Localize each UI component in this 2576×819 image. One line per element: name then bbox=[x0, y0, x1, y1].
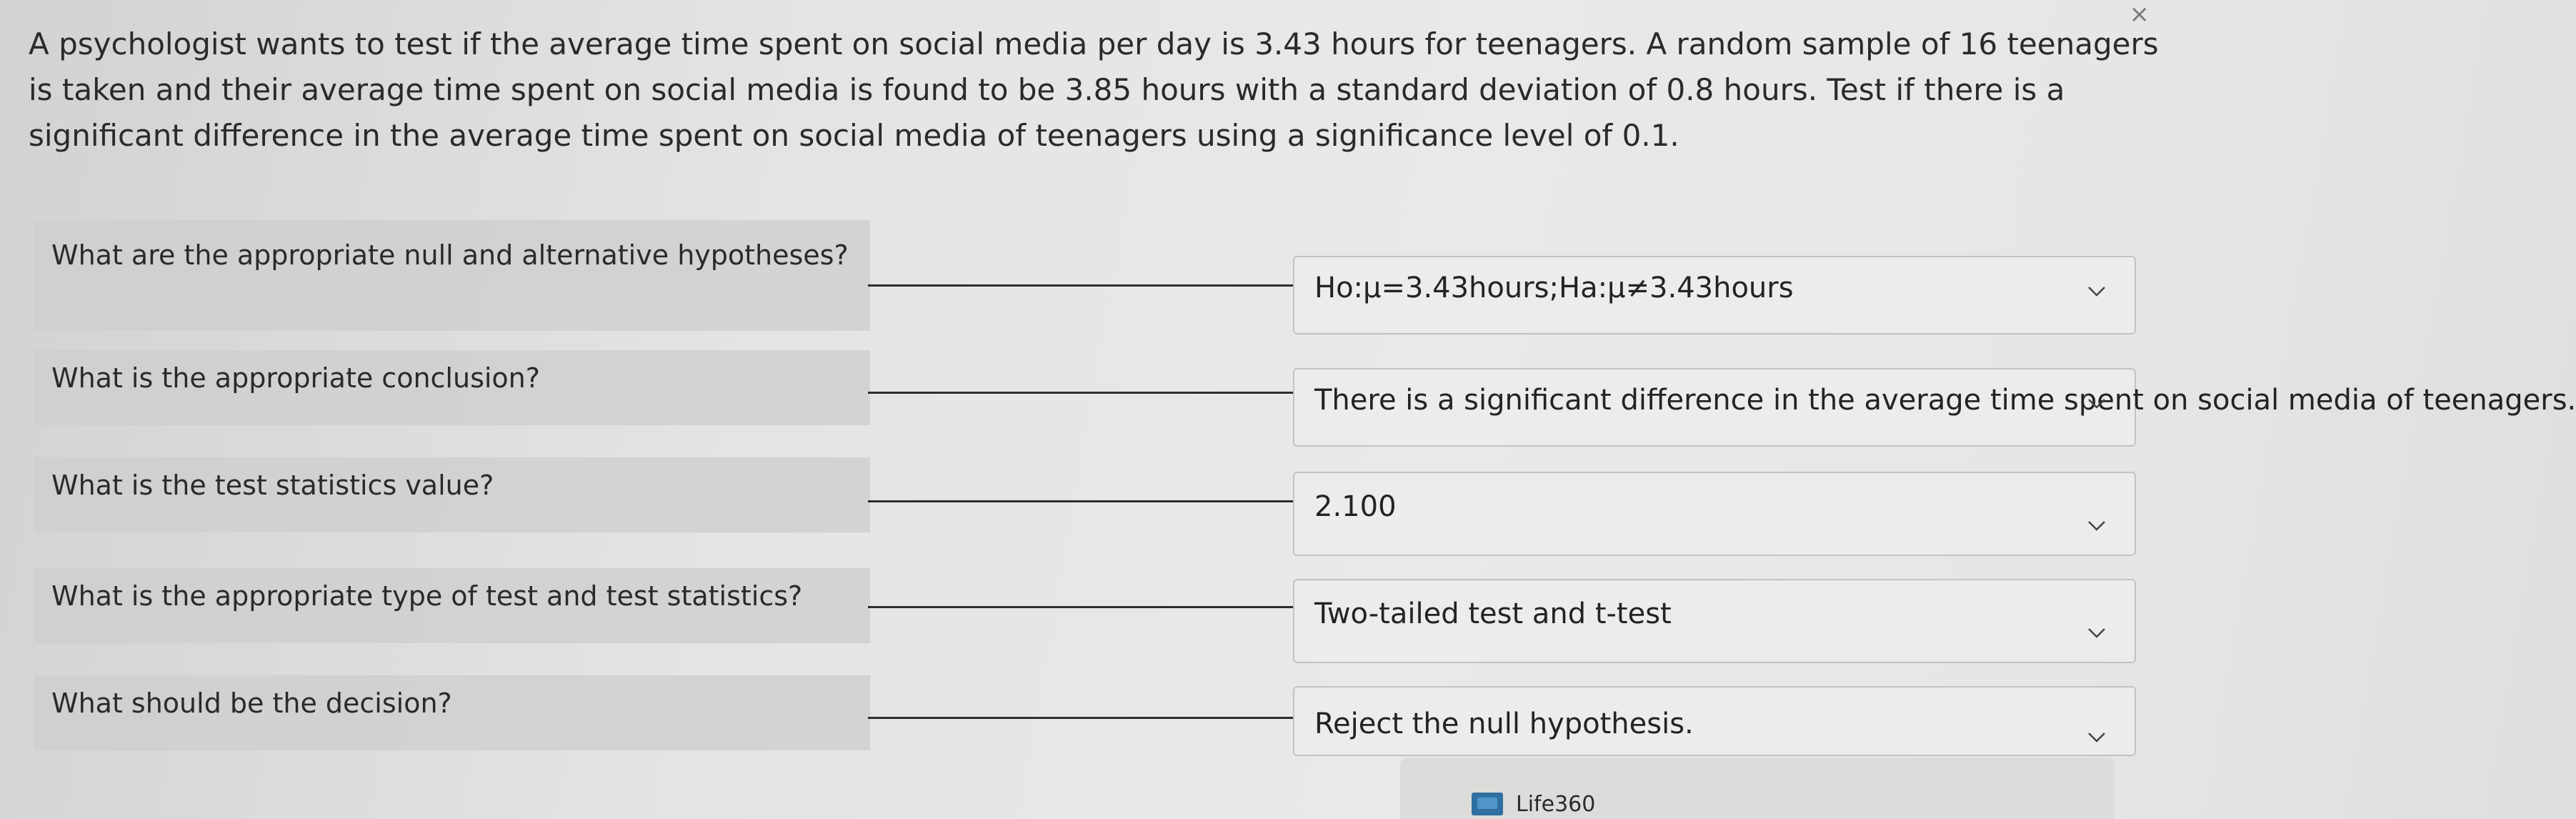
select-value: Two-tailed test and t-test bbox=[1314, 597, 1672, 630]
prompt-decision: What should be the decision? bbox=[34, 675, 870, 750]
select-value: Ho:μ=3.43hours;Ha:μ≠3.43hours bbox=[1314, 272, 1794, 304]
question-text: A psychologist wants to test if the average time spent on social media per day is 3.43 hours for teenagers. A random sample of 16 teenagers is taken and their average time spent on social media is found to be 3.85 hours with a standard deviation of 0.8 hours. Test if there is a significant difference in the average time spent on social media of teenagers using a significance level of 0.1. bbox=[29, 26, 2159, 153]
select-hypotheses[interactable] bbox=[1293, 256, 2136, 334]
life360-app-icon bbox=[1472, 793, 1503, 815]
chevron-down-icon bbox=[2087, 394, 2106, 412]
select-value: Reject the null hypothesis. bbox=[1314, 708, 1694, 740]
taskbar-app-label: Life360 bbox=[1516, 791, 1596, 817]
connector-line bbox=[868, 606, 1311, 608]
connector-line bbox=[868, 392, 1311, 394]
taskbar-app[interactable] bbox=[1472, 789, 1595, 819]
prompt-test-statistic: What is the test statistics value? bbox=[34, 457, 870, 532]
select-value: 2.100 bbox=[1314, 490, 1397, 523]
select-conclusion[interactable] bbox=[1293, 368, 2576, 447]
connector-line bbox=[868, 717, 1311, 719]
select-decision[interactable] bbox=[1293, 686, 2136, 756]
chevron-down-icon bbox=[2087, 623, 2106, 642]
chevron-down-icon bbox=[2087, 282, 2106, 300]
prompt-hypotheses: What are the appropriate null and alternative hypotheses? bbox=[34, 220, 870, 331]
close-icon[interactable]: × bbox=[2129, 0, 2150, 29]
connector-line bbox=[868, 284, 1311, 287]
prompt-conclusion: What is the appropriate conclusion? bbox=[34, 350, 870, 425]
chevron-down-icon bbox=[2087, 728, 2106, 746]
connector-line bbox=[868, 500, 1311, 502]
select-test-statistic[interactable] bbox=[1293, 472, 2136, 556]
prompt-test-type: What is the appropriate type of test and test statistics? bbox=[34, 568, 870, 643]
select-value: There is a significant difference in the average time spent on social media of teenagers. bbox=[1314, 384, 2576, 417]
chevron-down-icon bbox=[2087, 516, 2106, 535]
select-test-type[interactable] bbox=[1293, 579, 2136, 663]
